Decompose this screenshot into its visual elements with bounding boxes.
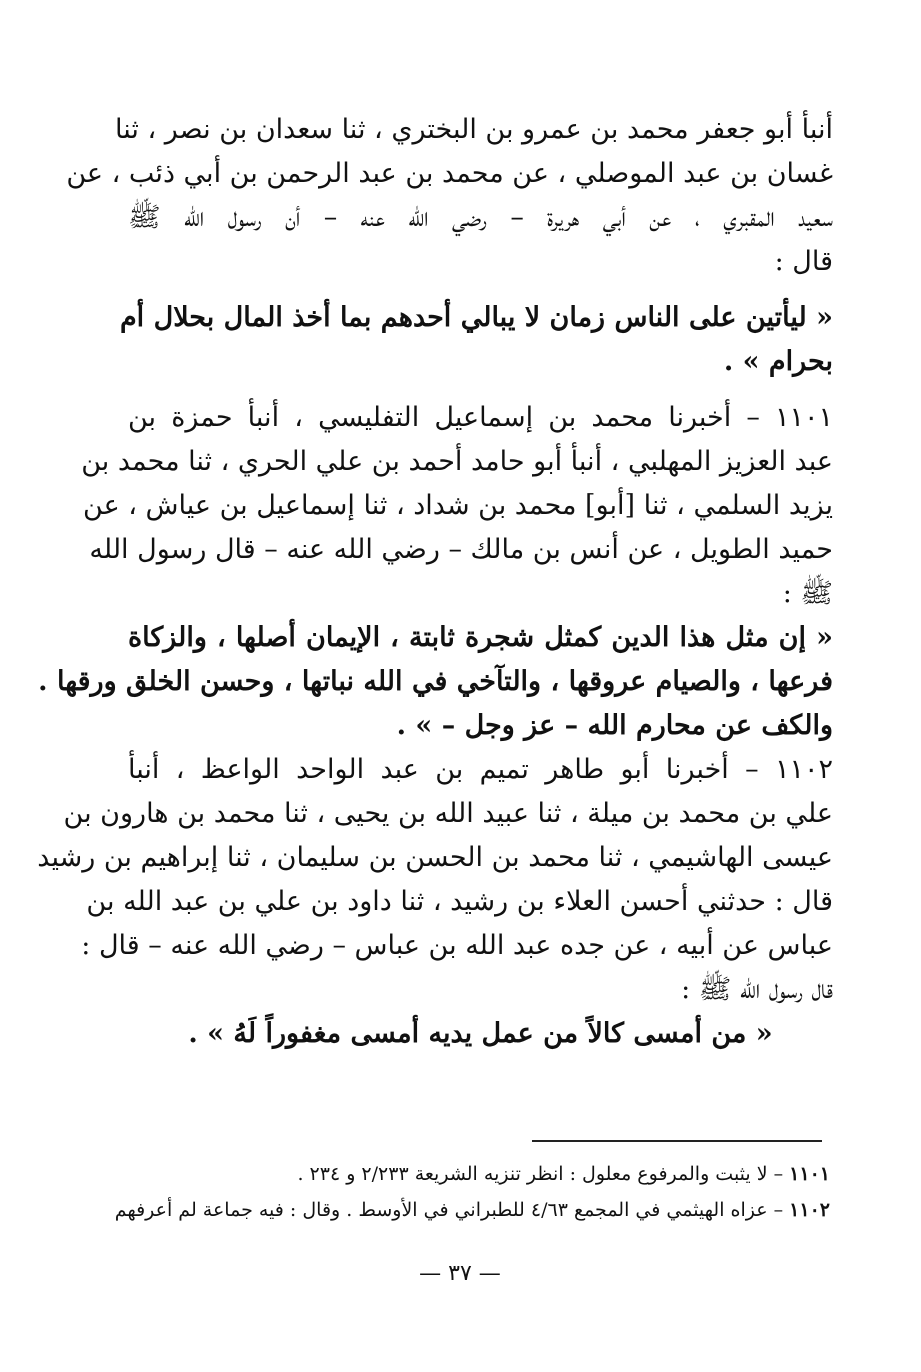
text-line: غسان بن عبد الموصلي ، عن محمد بن عبد الرحمن بن أبي ذئب ، عن (66, 158, 833, 189)
text-line: عباس عن أبيه ، عن جده عبد الله بن عباس – رضي الله عنه – قال : (81, 930, 833, 961)
text-line: أنبأ أبو جعفر محمد بن عمرو بن البختري ، ثنا سعدان بن نصر ، ثنا (115, 114, 833, 145)
text-line: ١١٠١ – أخبرنا محمد بن إسماعيل التفليسي ، أنبأ حمزة بن (128, 402, 833, 433)
text-line: قال رسول الله ﷺ : (681, 974, 833, 1005)
footnote (100, 1192, 830, 1228)
footnote-text: – عزاه الهيثمي في المجمع ٤/٦٣ للطبراني في الأوسط . وقال : فيه جماعة لم أعرفهم (114, 1199, 784, 1221)
hadith-text-line: « إن مثل هذا الدين كمثل شجرة ثابتة ، الإيمان أصلها ، والزكاة (128, 622, 833, 653)
text-line: سعيد المقبري ، عن أبي هريرة – رضي الله عنه – أن رسول الله ﷺ (128, 202, 833, 233)
text-line: حميد الطويل ، عن أنس بن مالك – رضي الله عنه – قال رسول الله (89, 534, 833, 565)
hadith-text-line: « ليأتين على الناس زمان لا يبالي أحدهم بما أخذ المال بحلال أم (119, 302, 833, 333)
paragraph-gap (128, 284, 833, 296)
text-line: يزيد السلمي ، ثنا [أبو] محمد بن شداد ، ثنا إسماعيل بن عياش ، عن (83, 490, 833, 521)
footnotes (100, 1156, 830, 1228)
hadith-text-line: « من أمسى كالاً من عمل يديه أمسى مغفوراً لَهُ » . (188, 1018, 773, 1049)
footnote (100, 1156, 830, 1192)
text-line: علي بن محمد بن ميلة ، ثنا عبيد الله بن يحيى ، ثنا محمد بن هارون بن (63, 798, 833, 829)
paragraph-gap (128, 384, 833, 396)
footnote-number: ١١٠١ (789, 1163, 830, 1185)
footnote-divider (532, 1140, 822, 1142)
text-line: قال : (774, 246, 833, 277)
main-text (37, 108, 833, 1056)
text-line: عبد العزيز المهلبي ، أنبأ أبو حامد أحمد بن علي الحري ، ثنا محمد بن (81, 446, 833, 477)
hadith-text-line: والكف عن محارم الله – عز وجل – » . (396, 710, 833, 741)
hadith-text-line: بحرام » . (723, 346, 833, 377)
text-line: ﷺ : (782, 578, 833, 609)
hadith-text-line: فرعها ، والصيام عروقها ، والتآخي في الله نباتها ، وحسن الخلق ورقها . (38, 666, 833, 697)
text-line: ١١٠٢ – أخبرنا أبو طاهر تميم بن عبد الواحد الواعظ ، أنبأ (128, 754, 833, 785)
text-line: قال : حدثني أحسن العلاء بن رشيد ، ثنا داود بن علي بن عبد الله بن (86, 886, 833, 917)
text-line: عيسى الهاشيمي ، ثنا محمد بن الحسن بن سليمان ، ثنا إبراهيم بن رشيد (37, 842, 833, 873)
footnote-number: ١١٠٢ (789, 1199, 830, 1221)
footnote-text: – لا يثبت والمرفوع معلول : انظر تنزيه الشريعة ٢/٢٣٣ و ٢٣٤ . (297, 1163, 784, 1185)
page-number: — ٣٧ — (419, 1261, 501, 1286)
